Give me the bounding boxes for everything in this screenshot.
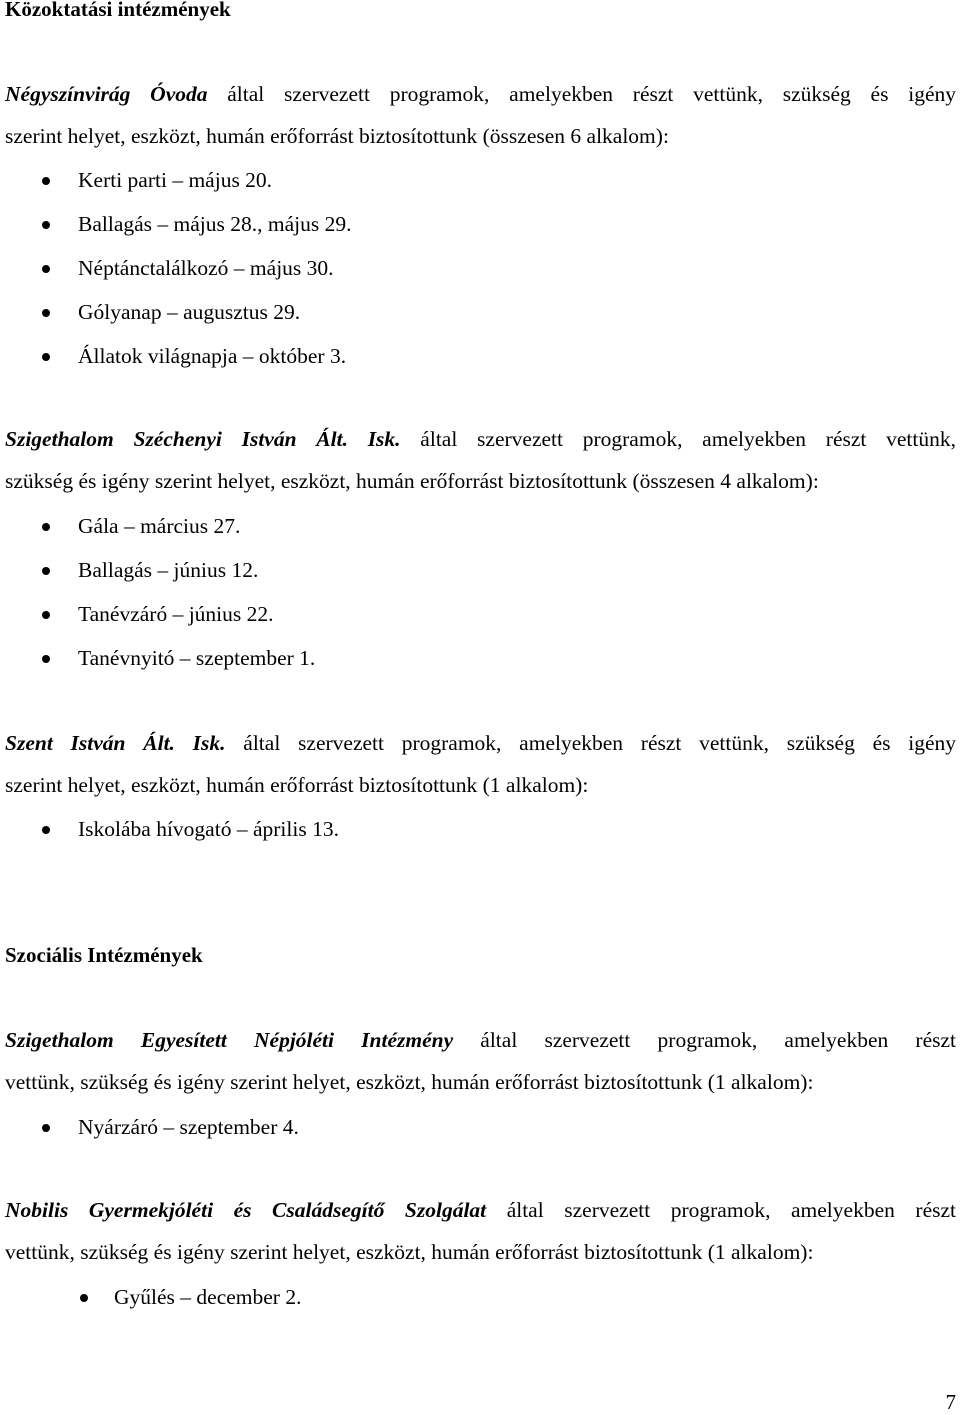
event-list-nobilis [0,1275,301,1319]
page-number: 7 [945,1390,956,1414]
event-list-negyszinvirag [0,158,352,378]
paragraph-nobilis: Nobilis Gyermekjóléti és Családsegítő Szolgálat által szervezett programok, amelyekben részt vettünk, szükség és igény szerint helyet, eszközt, humán erőforrást biztosítottunk (1 alkalom): [5,1198,956,1264]
org-name: Szent István Ált. Isk. [5,731,226,755]
list-item: Gyűlés – december 2. [0,1275,301,1319]
event-list-szent-istvan [0,807,339,851]
section-heading-szocialis: Szociális Intézmények [5,943,203,967]
list-item: Ballagás – május 28., május 29. [0,202,352,246]
paragraph-szechenyi: Szigethalom Széchenyi István Ált. Isk. által szervezett programok, amelyekben részt vettünk, szükség és igény szerint helyet, eszközt, humán erőforrást biztosítottunk (összesen 4 alkalom): [5,427,956,493]
list-item: Ballagás – június 12. [0,548,315,592]
org-name: Szigethalom Széchenyi István Ált. Isk. [5,427,401,451]
paragraph-nepjoleti: Szigethalom Egyesített Népjóléti Intézmény által szervezett programok, amelyekben részt vettünk, szükség és igény szerint helyet, eszközt, humán erőforrást biztosítottunk (1 alkalom): [5,1028,956,1094]
list-item: Nyárzáró – szeptember 4. [0,1105,299,1149]
list-item: Néptánctalálkozó – május 30. [0,246,352,290]
event-list-szechenyi [0,504,315,680]
list-item: Állatok világnapja – október 3. [0,334,352,378]
org-name: Szigethalom Egyesített Népjóléti Intézmény [5,1028,454,1052]
section-heading-kozoktatas: Közoktatási intézmények [5,0,231,21]
list-item: Gála – március 27. [0,504,315,548]
list-item: Gólyanap – augusztus 29. [0,290,352,334]
event-list-nepjoleti [0,1105,299,1149]
list-item: Tanévnyitó – szeptember 1. [0,636,315,680]
org-name: Nobilis Gyermekjóléti és Családsegítő Szolgálat [5,1198,487,1222]
list-item: Tanévzáró – június 22. [0,592,315,636]
paragraph-szent-istvan: Szent István Ált. Isk. által szervezett programok, amelyekben részt vettünk, szükség és igény szerint helyet, eszközt, humán erőforrást biztosítottunk (1 alkalom): [5,731,956,797]
list-item: Iskolába hívogató – április 13. [0,807,339,851]
paragraph-negyszinvirag: Négyszínvirág Óvoda által szervezett programok, amelyekben részt vettünk, szükség és igény szerint helyet, eszközt, humán erőforrást biztosítottunk (összesen 6 alkalom): [5,82,956,148]
list-item: Kerti parti – május 20. [0,158,352,202]
org-name: Négyszínvirág Óvoda [5,82,208,106]
